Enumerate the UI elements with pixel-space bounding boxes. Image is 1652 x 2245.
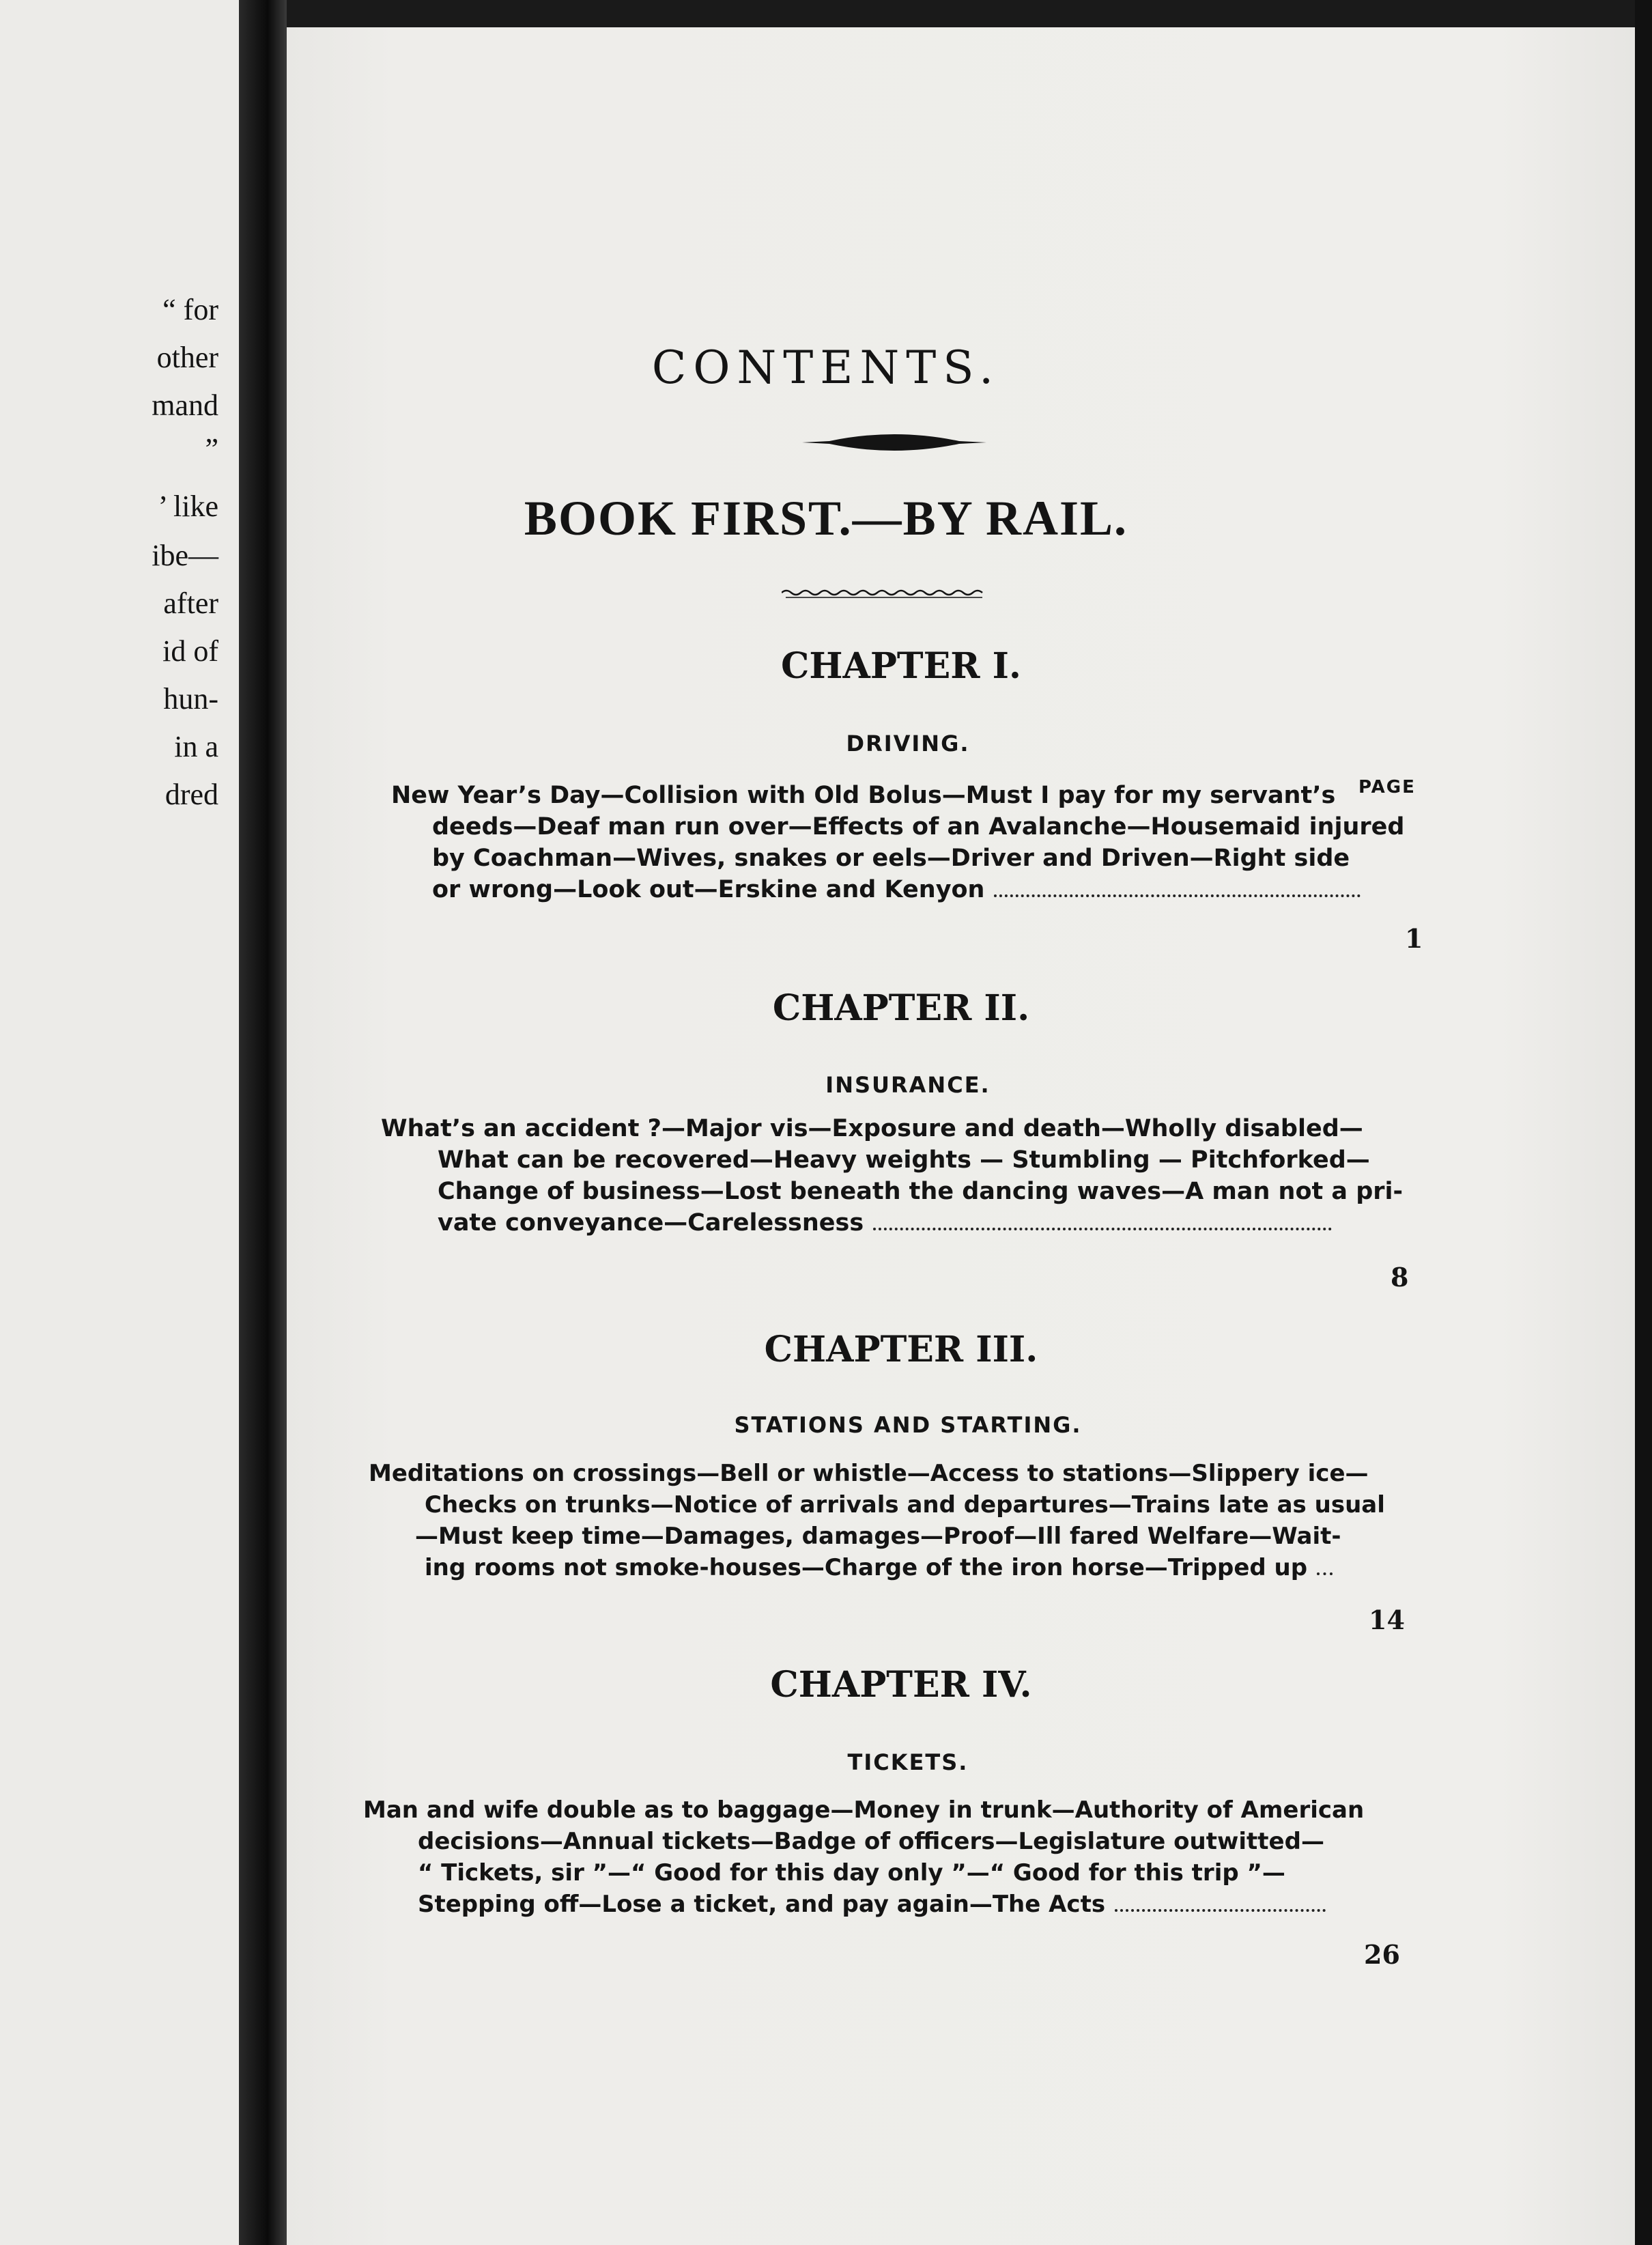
left-page-text: “ for [162,293,218,326]
page-edge-shadow [1635,0,1652,2245]
book-title: BOOK FIRST.—BY RAIL. [524,491,1128,546]
left-page-text: ” [205,432,218,466]
chapter-heading: CHAPTER II. [772,987,1030,1029]
summary-line: New Year’s Day—Collision with Old Bolus—Must I pay for my servant’s [391,782,1336,809]
left-page-text: mand [152,389,218,422]
wavy-rule-icon [782,587,986,601]
chapter-subject: TICKETS. [847,1749,969,1775]
chapter-heading: CHAPTER I. [780,645,1022,687]
summary-line: deeds—Deaf man run over—Effects of an Avalanche—Housemaid injured [432,813,1405,841]
leader-dots [994,894,1361,897]
summary-line: What’s an accident ?—Major vis—Exposure and death—Wholly disabled— [381,1115,1363,1142]
summary-line: Change of business—Lost beneath the dancing waves—A man not a pri- [438,1178,1404,1205]
chapter-summary [363,1794,1365,1920]
left-page-text: after [163,587,218,620]
chapter-subject: INSURANCE. [825,1072,991,1098]
leader-dots [1317,1572,1333,1575]
page-column-label: PAGE [1358,777,1416,797]
summary-line: Meditations on crossings—Bell or whistle—Access to stations—Slippery ice— [369,1460,1369,1487]
page-title: CONTENTS. [651,341,1001,394]
summary-line: Checks on trunks—Notice of arrivals and departures—Trains late as usual [425,1491,1385,1519]
page-number: 1 [1405,923,1423,954]
chapter-summary [381,1113,1404,1239]
chapter-summary [369,1458,1385,1583]
summary-line: by Coachman—Wives, snakes or eels—Driver and Driven—Right side [432,845,1350,872]
left-page-text: dred [165,778,218,811]
summary-line: —Must keep time—Damages, damages—Proof—Ill fared Welfare—Wait- [415,1523,1341,1550]
leader-dots [873,1228,1332,1230]
left-page-text: ibe— [152,539,218,572]
page-number: 26 [1364,1939,1400,1970]
left-page-text: other [156,341,218,374]
page-number: 8 [1391,1262,1409,1293]
left-page-text: in a [174,730,218,763]
left-page-text: id of [162,634,218,668]
summary-line: vate conveyance—Carelessness [438,1209,864,1237]
book-gutter [239,0,287,2245]
left-page-text: ’ like [158,490,218,523]
chapter-heading: CHAPTER III. [764,1329,1038,1370]
summary-line: “ Tickets, sir ”—“ Good for this day only ”—“ Good for this trip ”— [418,1859,1285,1887]
summary-line: Man and wife double as to baggage—Money in trunk—Authority of American [363,1796,1365,1824]
page-number: 14 [1369,1605,1405,1635]
chapter-subject: DRIVING. [846,731,970,757]
ornament-rule-icon [802,430,986,455]
summary-line: What can be recovered—Heavy weights — Stumbling — Pitchforked— [438,1146,1370,1174]
left-page-text: hun- [163,682,218,716]
summary-line: ing rooms not smoke-houses—Charge of the iron horse—Tripped up [425,1554,1308,1581]
chapter-subject: STATIONS AND STARTING. [734,1412,1082,1438]
summary-line: or wrong—Look out—Erskine and Kenyon [432,876,985,903]
left-facing-page [0,0,239,2245]
leader-dots [1115,1909,1326,1912]
summary-line: decisions—Annual tickets—Badge of officers—Legislature outwitted— [418,1828,1324,1855]
chapter-heading: CHAPTER IV. [770,1664,1032,1706]
summary-line: Stepping off—Lose a ticket, and pay again—The Acts [418,1891,1106,1918]
